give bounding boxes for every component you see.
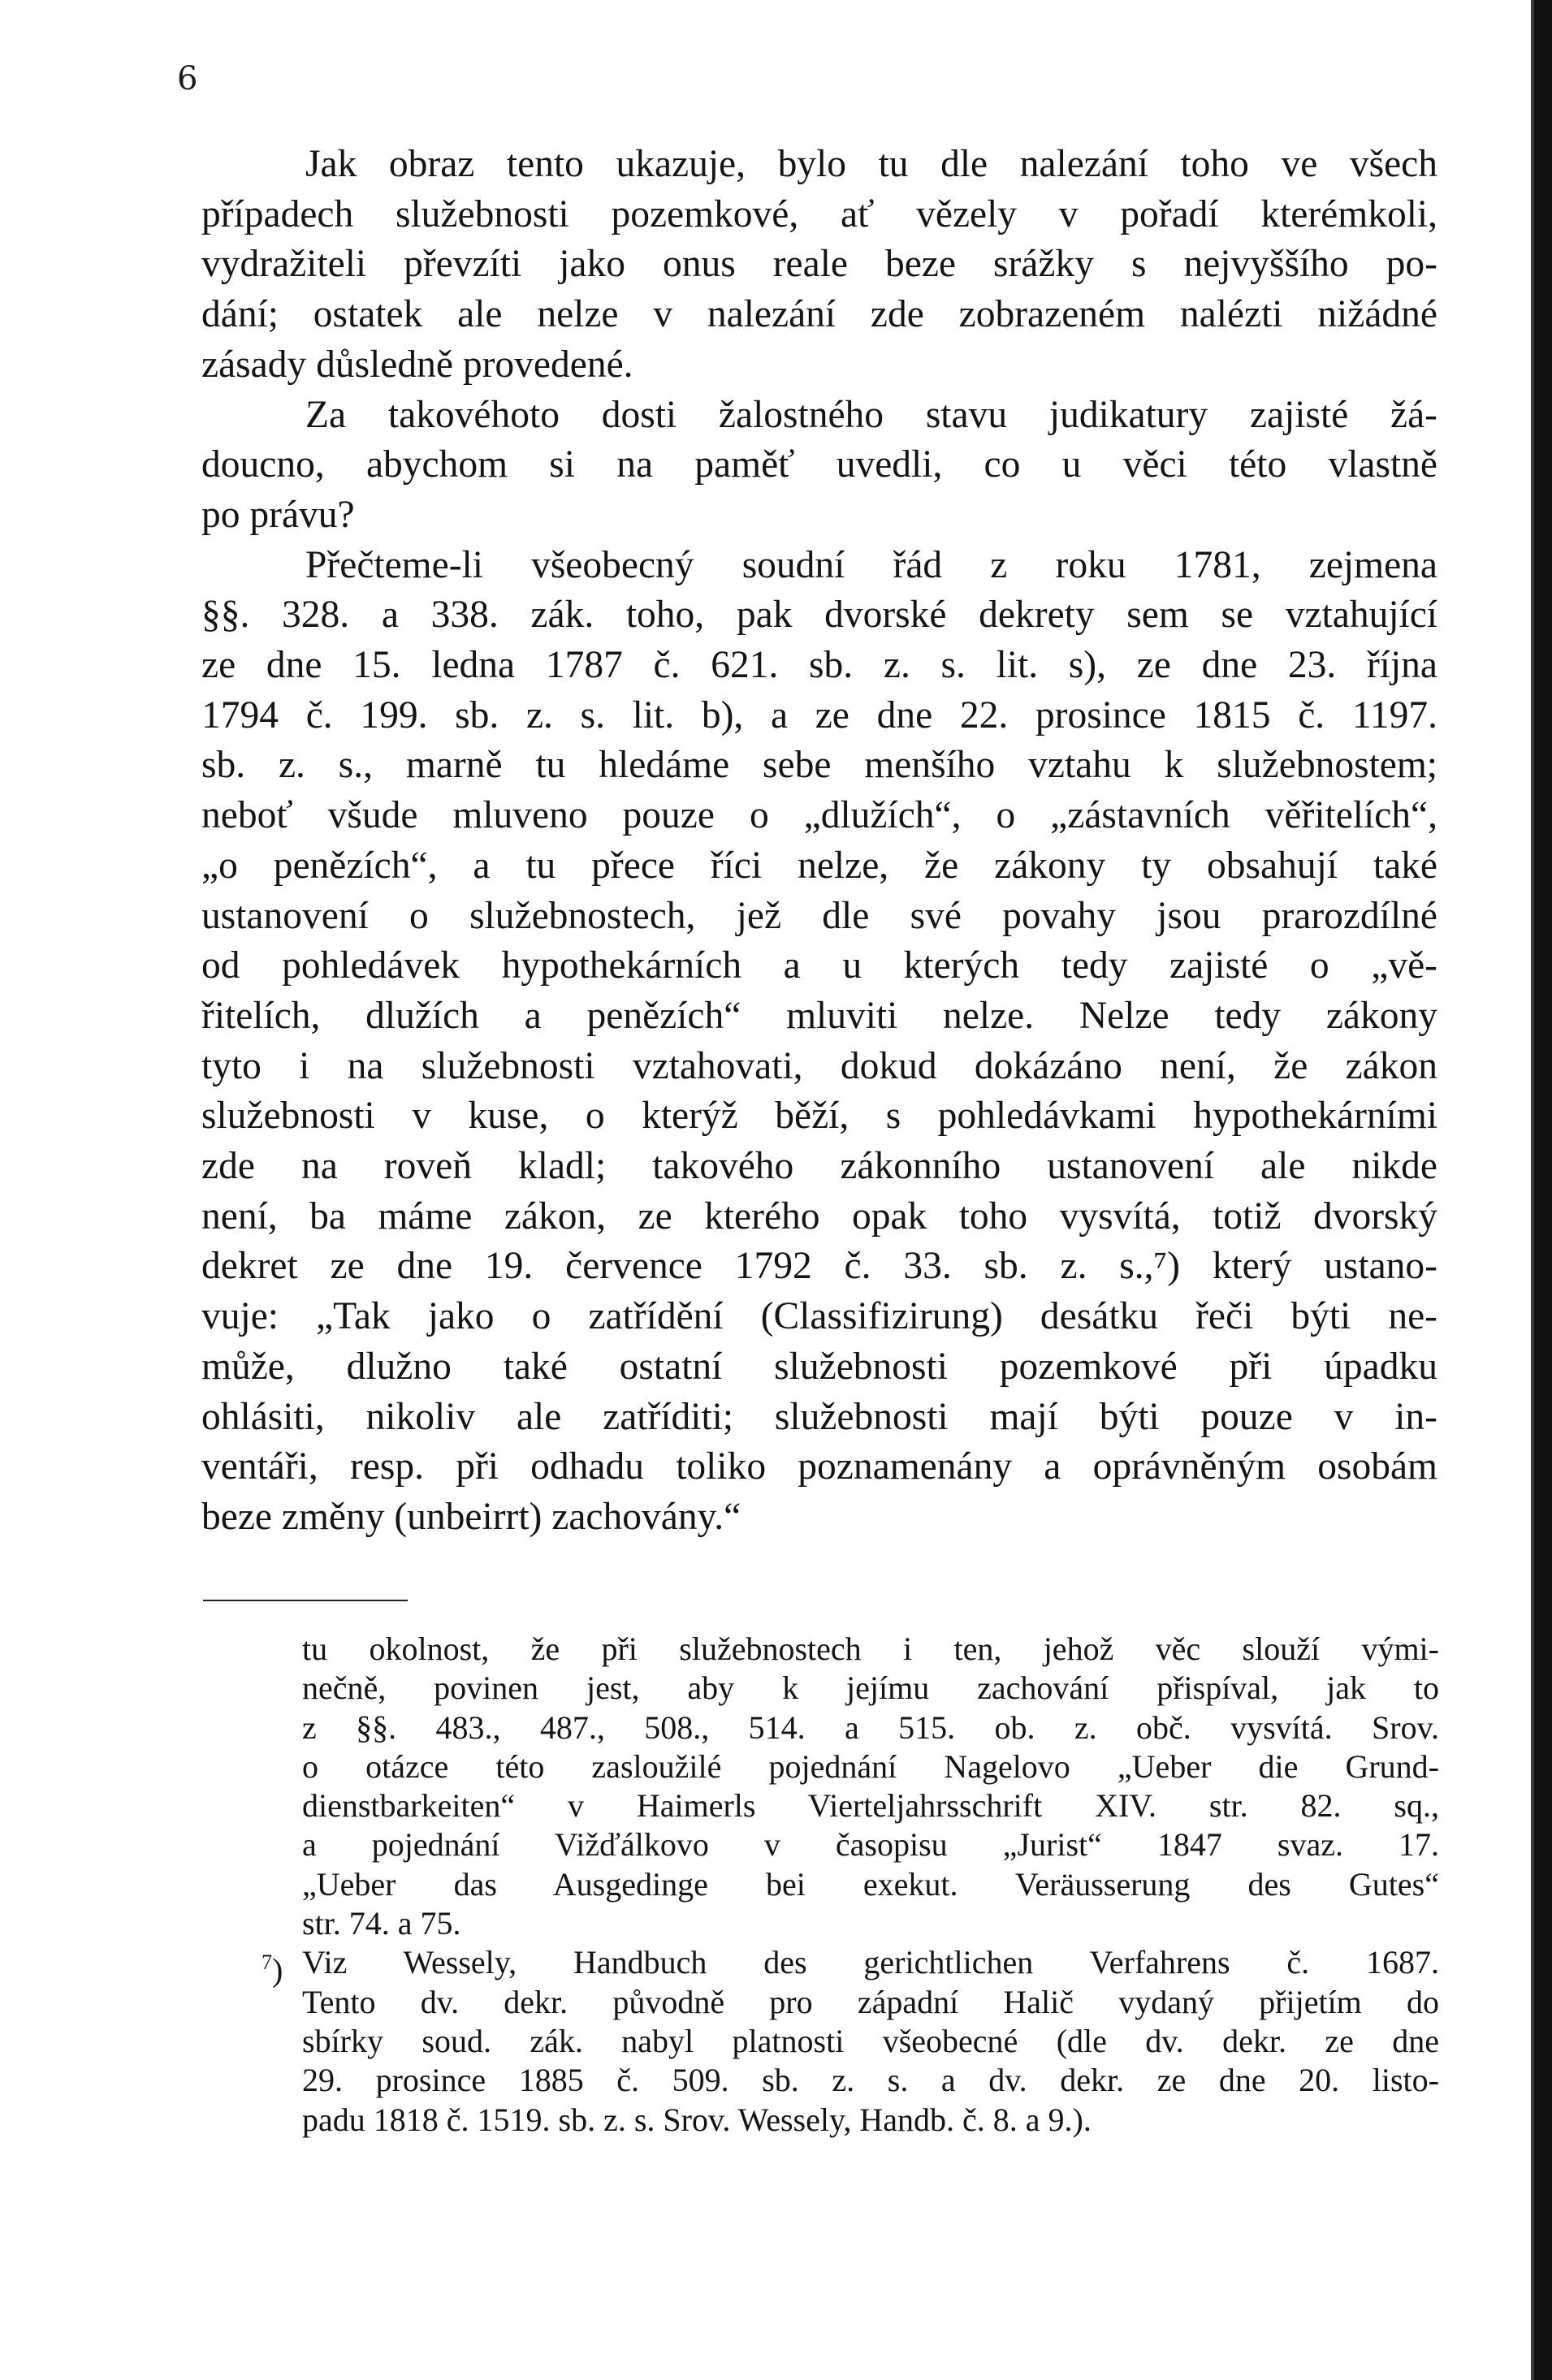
- text-line: ustanovení o služebnostech, jež dle své povahy jsou prarozdílné: [201, 894, 1437, 937]
- scan-edge-line: [1531, 0, 1534, 2380]
- text-line: Jak obraz tento ukazuje, bylo tu dle nalezání toho ve všech: [305, 143, 1437, 185]
- text-line: Přečteme-li všeobecný soudní řád z roku 1781, zejmena: [305, 543, 1437, 586]
- text-line: 1794 č. 199. sb. z. s. lit. b), a ze dne 22. prosince 1815 č. 1197.: [201, 693, 1437, 736]
- text-line: řitelích, dlužích a penězích“ mluviti nelze. Nelze tedy zákony: [201, 994, 1437, 1037]
- footnote-line: Tento dv. dekr. původně pro západní Halič vydaný přijetím do: [302, 1983, 1439, 2020]
- text-line: sb. z. s., marně tu hledáme sebe menšího vztahu k služebnostem;: [201, 744, 1437, 787]
- footnote-line: a pojednání Vižďálkovo v časopisu „Jurist“ 1847 svaz. 17.: [302, 1826, 1439, 1864]
- text-line: zde na roveň kladl; takového zákonního ustanovení ale nikde: [201, 1145, 1437, 1188]
- text-line: dekret ze dne 19. července 1792 č. 33. sb. z. s.,⁷) který ustano-: [201, 1245, 1437, 1288]
- page-number: 6: [177, 60, 198, 97]
- footnote-divider: [203, 1600, 408, 1601]
- footnote-line: Viz Wessely, Handbuch des gerichtlichen Verfahrens č. 1687.: [302, 1944, 1439, 1981]
- footnote-line: 29. prosince 1885 č. 509. sb. z. s. a dv. dekr. ze dne 20. listo-: [302, 2062, 1439, 2099]
- text-line: po právu?: [201, 493, 355, 536]
- footnote-line: str. 74. a 75.: [302, 1905, 461, 1942]
- text-line: není, ba máme zákon, ze kterého opak toho vysvítá, totiž dvorský: [201, 1194, 1437, 1238]
- footnote-line: padu 1818 č. 1519. sb. z. s. Srov. Wessely, Handb. č. 8. a 9.).: [302, 2101, 1092, 2138]
- footnote-line: dienstbarkeiten“ v Haimerls Vierteljahrsschrift XIV. str. 82. sq.,: [302, 1787, 1439, 1825]
- text-line: tyto i na služebnosti vztahovati, dokud dokázáno není, že zákon: [201, 1044, 1437, 1087]
- footnote-marker-number: 7: [262, 1950, 272, 1975]
- text-line: dání; ostatek ale nelze v nalezání zde zobrazeném nalézti nižádné: [201, 293, 1437, 336]
- footnote-marker: [262, 1943, 283, 1990]
- footnote-continuation: [302, 1630, 1439, 1943]
- text-line: ohlásiti, nikoliv ale zatříditi; služebnosti mají býti pouze v in-: [201, 1395, 1437, 1438]
- footnote-line: o otázce této zasloužilé pojednání Nagelovo „Ueber die Grund-: [302, 1747, 1439, 1785]
- text-line: Za takovéhoto dosti žalostného stavu judikatury zajisté žá-: [305, 393, 1437, 436]
- text-line: může, dlužno také ostatní služebnosti pozemkové při úpadku: [201, 1345, 1437, 1388]
- text-line: ze dne 15. ledna 1787 č. 621. sb. z. s. lit. s), ze dne 23. října: [201, 644, 1437, 687]
- footnote-marker-paren: ): [272, 1951, 283, 1989]
- text-line: zásady důsledně provedené.: [201, 343, 633, 386]
- footnote-line: „Ueber das Ausgedinge bei exekut. Veräusserung des Gutes“: [302, 1865, 1439, 1903]
- footnotes: [262, 1630, 1439, 2140]
- footnote-line: nečně, povinen jest, aby k jejímu zachování přispíval, jak to: [302, 1669, 1439, 1707]
- text-line: služebnosti v kuse, o kterýž běží, s pohledávkami hypothekárními: [201, 1095, 1437, 1138]
- footnote-line: tu okolnost, že při služebnostech i ten, jehož věc slouží vými-: [302, 1631, 1439, 1667]
- text-line: beze změny (unbeirrt) zachovány.“: [201, 1495, 741, 1538]
- main-text: [201, 140, 1437, 1543]
- text-line: vydražiteli převzíti jako onus reale beze srážky s nejvyššího po-: [201, 243, 1437, 286]
- text-line: neboť všude mluveno pouze o „dlužích“, o „zástavních věřitelích“,: [201, 794, 1437, 837]
- footnote-7: [262, 1943, 1439, 2139]
- text-line: doucno, abychom si na paměť uvedli, co u věci této vlastně: [201, 443, 1437, 486]
- text-line: vuje: „Tak jako o zatřídění (Classifizirung) desátku řeči býti ne-: [201, 1295, 1437, 1338]
- text-line: případech služebnosti pozemkové, ať vězely v pořadí kterémkoli,: [201, 192, 1437, 235]
- text-line: §§. 328. a 338. zák. toho, pak dvorské dekrety sem se vztahující: [201, 594, 1437, 637]
- footnote-line: z §§. 483., 487., 508., 514. a 515. ob. z. obč. vysvítá. Srov.: [302, 1708, 1439, 1746]
- text-line: od pohledávek hypothekárních a u kterých tedy zajisté o „vě-: [201, 944, 1437, 987]
- text-line: „o penězích“, a tu přece říci nelze, že zákony ty obsahují také: [201, 844, 1437, 887]
- footnote-line: sbírky soud. zák. nabyl platnosti všeobecné (dle dv. dekr. ze dne: [302, 2022, 1439, 2059]
- text-line: ventáři, resp. při odhadu toliko poznamenány a oprávněným osobám: [201, 1445, 1437, 1488]
